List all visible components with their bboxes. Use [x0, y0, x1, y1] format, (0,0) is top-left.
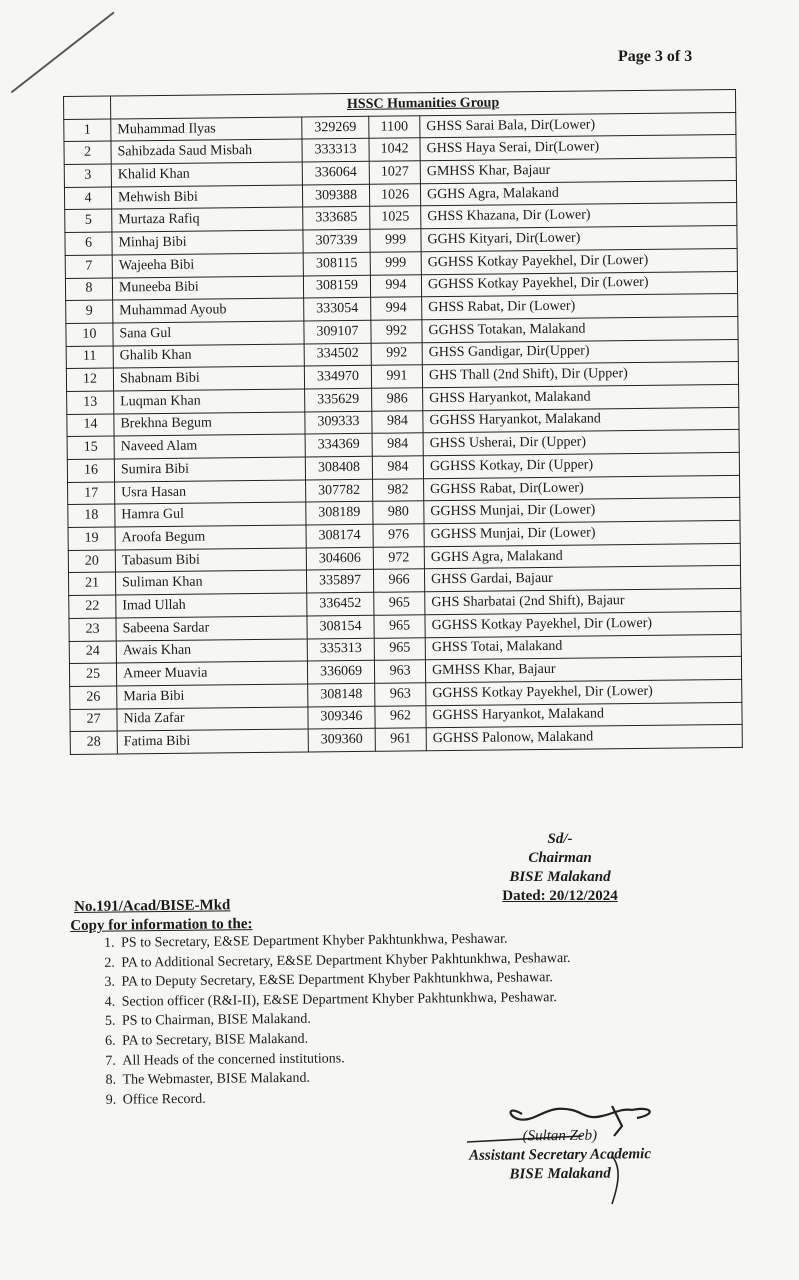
institution-cell: GGHSS Totakan, Malakand	[422, 316, 738, 342]
serial-number-cell: 17	[68, 482, 115, 505]
serial-number-cell: 9	[66, 300, 113, 323]
roll-number-cell: 333054	[304, 297, 371, 320]
institution-cell: GHSS Haya Serai, Dir(Lower)	[420, 135, 736, 161]
institution-cell: GHSS Rabat, Dir (Lower)	[422, 294, 738, 320]
roll-number-cell: 308189	[306, 502, 373, 525]
institution-cell: GHSS Usherai, Dir (Upper)	[423, 430, 739, 456]
roll-number-cell: 335897	[306, 570, 373, 593]
roll-number-cell: 309388	[302, 184, 369, 207]
roll-number-cell: 308148	[308, 683, 375, 706]
student-name-cell: Usra Hasan	[115, 480, 306, 505]
institution-cell: GHSS Gardai, Bajaur	[424, 566, 740, 592]
table-title: HSSC Humanities Group	[111, 89, 736, 118]
marks-cell: 982	[373, 478, 424, 501]
signatory-name: (Sultan Zeb)	[522, 1127, 598, 1145]
marks-cell: 980	[373, 501, 424, 524]
marks-cell: 984	[372, 410, 423, 433]
page-number: Page 3 of 3	[618, 48, 693, 65]
serial-number-cell: 27	[70, 709, 117, 732]
roll-number-cell: 304606	[306, 547, 373, 570]
signatory-block	[455, 1126, 665, 1185]
institution-cell: GMHSS Khar, Bajaur	[420, 158, 736, 184]
roll-number-cell: 308154	[307, 615, 374, 638]
student-name-cell: Suliman Khan	[115, 570, 306, 595]
serial-number-cell: 8	[65, 277, 112, 300]
roll-number-cell: 307782	[306, 479, 373, 502]
page-fold-line	[11, 12, 115, 94]
student-name-cell: Maria Bibi	[117, 684, 308, 709]
copy-list-item: 2. PA to Additional Secretary, E&SE Department Khyber Pakhtunkhwa, Peshawar.	[118, 949, 570, 973]
roll-number-cell: 333313	[302, 139, 369, 162]
student-name-cell: Ghalib Khan	[113, 344, 304, 369]
roll-number-cell: 334970	[304, 366, 371, 389]
institution-cell: GGHSS Kotkay Payekhel, Dir (Lower)	[426, 679, 742, 705]
serial-number-cell: 3	[64, 164, 111, 187]
roll-number-cell: 309360	[308, 729, 375, 752]
serial-number-cell: 25	[69, 663, 116, 686]
student-name-cell: Ameer Muavia	[116, 661, 307, 686]
student-name-cell: Muhammad Ilyas	[111, 117, 302, 142]
serial-number-cell: 4	[64, 187, 111, 210]
institution-cell: GHSS Sarai Bala, Dir(Lower)	[420, 112, 736, 138]
roll-number-cell: 308174	[306, 524, 373, 547]
serial-number-cell: 14	[67, 414, 114, 437]
student-name-cell: Luqman Khan	[114, 389, 305, 414]
copy-list-item: 7. All Heads of the concerned institutions.	[119, 1047, 571, 1071]
student-name-cell: Aroofa Begum	[115, 525, 306, 550]
student-name-cell: Awais Khan	[116, 638, 307, 663]
marks-cell: 963	[374, 660, 425, 683]
marks-cell: 991	[371, 365, 422, 388]
dated-line: Dated: 20/12/2024	[502, 888, 618, 904]
roll-number-cell: 308115	[303, 252, 370, 275]
student-name-cell: Sana Gul	[113, 321, 304, 346]
institution-cell: GGHSS Munjai, Dir (Lower)	[424, 520, 740, 546]
marks-cell: 992	[371, 342, 422, 365]
serial-number-cell: 28	[70, 731, 117, 754]
roll-number-cell: 329269	[302, 116, 369, 139]
serial-number-cell: 10	[66, 323, 113, 346]
serial-number-cell: 23	[69, 618, 116, 641]
header-blank-cell	[64, 96, 111, 119]
roll-number-cell: 309333	[305, 411, 372, 434]
serial-number-cell: 22	[69, 595, 116, 618]
student-name-cell: Naveed Alam	[114, 434, 305, 459]
student-name-cell: Brekhna Begum	[114, 412, 305, 437]
signatory-designation: Assistant Secretary Academic	[468, 1146, 652, 1164]
institution-cell: GHSS Khazana, Dir (Lower)	[421, 203, 737, 229]
chairman-block	[480, 830, 640, 906]
student-name-cell: Hamra Gul	[115, 502, 306, 527]
reference-block	[70, 896, 253, 936]
student-name-cell: Muneeba Bibi	[112, 275, 303, 300]
reference-number: No.191/Acad/BISE-Mkd	[74, 897, 231, 915]
copy-list-item: 6. PA to Secretary, BISE Malakand.	[119, 1027, 571, 1051]
institution-cell: GHSS Haryankot, Malakand	[423, 384, 739, 410]
serial-number-cell: 15	[67, 436, 114, 459]
student-name-cell: Tabasum Bibi	[115, 548, 306, 573]
marks-cell: 994	[370, 274, 421, 297]
institution-cell: GGHSS Kotkay Payekhel, Dir (Lower)	[425, 611, 741, 637]
table-body	[64, 112, 743, 754]
serial-number-cell: 16	[67, 459, 114, 482]
roll-number-cell: 336064	[302, 161, 369, 184]
marks-cell: 1100	[369, 115, 420, 138]
serial-number-cell: 13	[67, 391, 114, 414]
institution-cell: GHS Sharbatai (2nd Shift), Bajaur	[425, 589, 741, 615]
chairman-title: Chairman	[528, 850, 592, 866]
institution-cell: GGHS Agra, Malakand	[420, 180, 736, 206]
roll-number-cell: 334502	[304, 343, 371, 366]
serial-number-cell: 18	[68, 504, 115, 527]
serial-number-cell: 1	[64, 119, 111, 142]
marks-cell: 984	[372, 456, 423, 479]
serial-number-cell: 5	[65, 209, 112, 232]
institution-cell: GGHSS Haryankot, Malakand	[423, 407, 739, 433]
roll-number-cell: 336452	[307, 592, 374, 615]
results-table	[63, 89, 743, 755]
institution-cell: GGHSS Kotkay, Dir (Upper)	[423, 452, 739, 478]
copy-list-item: 3. PA to Deputy Secretary, E&SE Department Khyber Pakhtunkhwa, Peshawar.	[118, 968, 570, 992]
serial-number-cell: 7	[65, 255, 112, 278]
marks-cell: 962	[375, 705, 426, 728]
serial-number-cell: 2	[64, 141, 111, 164]
sd-mark: Sd/-	[547, 831, 573, 847]
copy-list-item: 1. PS to Secretary, E&SE Department Khyber Pakhtunkhwa, Peshawar.	[118, 929, 570, 953]
institution-cell: GGHSS Rabat, Dir(Lower)	[424, 475, 740, 501]
institution-cell: GGHS Agra, Malakand	[424, 543, 740, 569]
serial-number-cell: 21	[68, 572, 115, 595]
roll-number-cell: 333685	[303, 207, 370, 230]
marks-cell: 966	[373, 569, 424, 592]
student-name-cell: Mehwish Bibi	[111, 185, 302, 210]
serial-number-cell: 26	[70, 686, 117, 709]
copy-list	[90, 929, 572, 1110]
copy-list-item: 5. PS to Chairman, BISE Malakand.	[119, 1007, 571, 1031]
serial-number-cell: 12	[66, 368, 113, 391]
institution-cell: GGHSS Haryankot, Malakand	[426, 702, 742, 728]
student-name-cell: Nida Zafar	[117, 707, 308, 732]
student-name-cell: Sahibzada Saud Misbah	[111, 139, 302, 164]
roll-number-cell: 307339	[303, 229, 370, 252]
marks-cell: 965	[374, 615, 425, 638]
marks-cell: 994	[371, 297, 422, 320]
student-name-cell: Sumira Bibi	[114, 457, 305, 482]
institution-cell: GGHSS Palonow, Malakand	[426, 725, 742, 751]
institution-cell: GMHSS Khar, Bajaur	[425, 657, 741, 683]
roll-number-cell: 335629	[305, 388, 372, 411]
marks-cell: 992	[371, 320, 422, 343]
roll-number-cell: 309346	[308, 706, 375, 729]
roll-number-cell: 334369	[305, 434, 372, 457]
roll-number-cell: 335313	[307, 638, 374, 661]
serial-number-cell: 11	[66, 346, 113, 369]
copy-list-item: 9. Office Record.	[120, 1086, 572, 1110]
marks-cell: 963	[375, 683, 426, 706]
serial-number-cell: 6	[65, 232, 112, 255]
student-name-cell: Sabeena Sardar	[116, 616, 307, 641]
marks-cell: 986	[372, 388, 423, 411]
marks-cell: 1025	[370, 206, 421, 229]
copy-heading: Copy for information to the:	[70, 916, 253, 934]
student-name-cell: Fatima Bibi	[117, 729, 308, 754]
student-name-cell: Wajeeha Bibi	[112, 253, 303, 278]
student-name-cell: Muhammad Ayoub	[113, 298, 304, 323]
institution-cell: GHS Thall (2nd Shift), Dir (Upper)	[422, 362, 738, 388]
roll-number-cell: 308159	[303, 275, 370, 298]
marks-cell: 1042	[369, 138, 420, 161]
marks-cell: 999	[370, 252, 421, 275]
serial-number-cell: 24	[69, 640, 116, 663]
student-name-cell: Shabnam Bibi	[113, 366, 304, 391]
marks-cell: 965	[374, 637, 425, 660]
student-name-cell: Khalid Khan	[111, 162, 302, 187]
marks-cell: 984	[372, 433, 423, 456]
serial-number-cell: 20	[68, 550, 115, 573]
student-name-cell: Imad Ullah	[116, 593, 307, 618]
institution-cell: GHSS Totai, Malakand	[425, 634, 741, 660]
institution-cell: GGHS Kityari, Dir(Lower)	[421, 226, 737, 252]
institution-cell: GGHSS Kotkay Payekhel, Dir (Lower)	[421, 271, 737, 297]
marks-cell: 1026	[369, 184, 420, 207]
marks-cell: 1027	[369, 161, 420, 184]
marks-cell: 999	[370, 229, 421, 252]
institution-cell: GHSS Gandigar, Dir(Upper)	[422, 339, 738, 365]
copy-list-item: 8. The Webmaster, BISE Malakand.	[119, 1066, 571, 1090]
chairman-org: BISE Malakand	[509, 869, 611, 885]
institution-cell: GGHSS Munjai, Dir (Lower)	[424, 498, 740, 524]
marks-cell: 972	[373, 546, 424, 569]
serial-number-cell: 19	[68, 527, 115, 550]
marks-cell: 965	[374, 592, 425, 615]
student-name-cell: Minhaj Bibi	[112, 230, 303, 255]
roll-number-cell: 336069	[307, 660, 374, 683]
signatory-org: BISE Malakand	[509, 1165, 611, 1183]
marks-cell: 961	[375, 728, 426, 751]
roll-number-cell: 309107	[304, 320, 371, 343]
roll-number-cell: 308408	[305, 456, 372, 479]
institution-cell: GGHSS Kotkay Payekhel, Dir (Lower)	[421, 248, 737, 274]
student-name-cell: Murtaza Rafiq	[112, 207, 303, 232]
marks-cell: 976	[373, 524, 424, 547]
copy-list-item: 4. Section officer (R&I-II), E&SE Department Khyber Pakhtunkhwa, Peshawar.	[119, 988, 571, 1012]
